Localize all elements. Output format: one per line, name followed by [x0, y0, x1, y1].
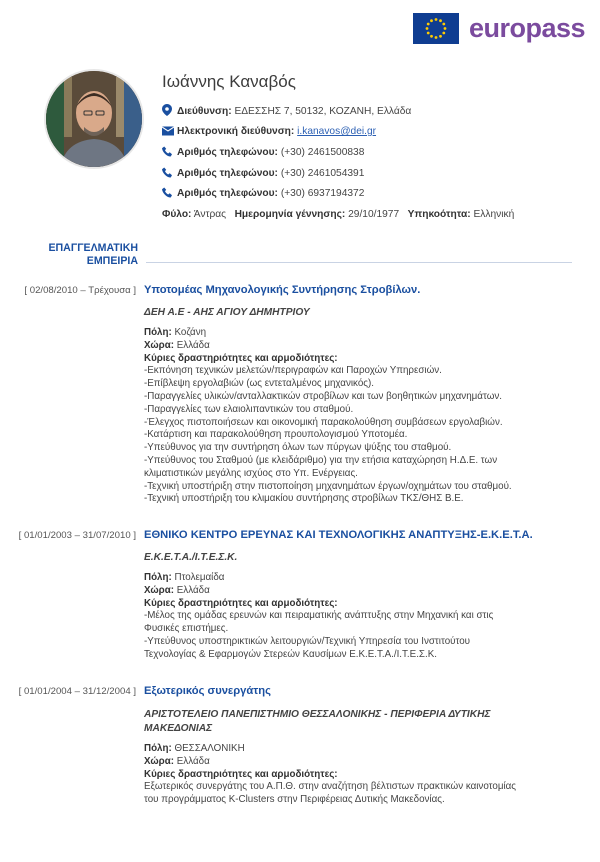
eu-stars-icon	[413, 13, 459, 44]
activity-item: κλιματιστικών μεγάλης ισχύος στο Υπ. Ενέργειας.	[144, 467, 358, 479]
job-employer: ΔΕΗ Α.Ε - ΑΗΣ ΑΓΙΟΥ ΔΗΜΗΤΡΙΟΥ	[144, 307, 310, 318]
activity-item: -Υπεύθυνος υποστηρικτικών λειτουργιών/Τεχνική Υπηρεσία του Ινστιτούτου	[144, 635, 471, 647]
activities-label: Κύριες δραστηριότητες και αρμοδιότητες:	[144, 768, 338, 780]
dob-value: 29/10/1977	[348, 209, 400, 220]
city-value: ΘΕΣΣΑΛΟΝΙΚΗ	[174, 743, 245, 754]
city-label: Πόλη:	[144, 327, 172, 338]
activities-list	[144, 781, 569, 807]
job-date: [ 01/01/2004 – 31/12/2004 ]	[18, 686, 136, 697]
activity-item: -Εκπόνηση τεχνικών μελετών/περιγραφών και Παροχών Υπηρεσιών.	[144, 365, 442, 377]
job-title: Εξωτερικός συνεργάτης	[144, 685, 271, 697]
email-row	[162, 125, 376, 140]
activity-item: του προγράμματος K-Clusters στην Περιφέρειας Δυτικής Μακεδονίας.	[144, 794, 445, 806]
phone-icon	[162, 187, 175, 202]
activities-label: Κύριες δραστηριότητες και αρμοδιότητες:	[144, 352, 338, 364]
email-link[interactable]: i.kanavos@dei.gr	[297, 126, 377, 137]
job-date: [ 02/08/2010 – Τρέχουσα ]	[24, 285, 136, 296]
person-portrait-icon	[46, 71, 142, 167]
job-title: ΕΘΝΙΚΟ ΚΕΝΤΡΟ ΕΡΕΥΝΑΣ ΚΑΙ ΤΕΧΝΟΛΟΓΙΚΗΣ ΑΝΑΠΤΥΞΗΣ-Ε.Κ.Ε.Τ.Α.	[144, 529, 533, 541]
person-name: Ιωάννης Καναβός	[162, 72, 296, 91]
activity-item: -Παραγγελίες υλικών/ανταλλακτικών στροβίλων και των βοηθητικών μηχανημάτων.	[144, 390, 502, 402]
job-title: Υποτομέας Μηχανολογικής Συντήρησης Στροβίλων.	[144, 284, 421, 296]
phone-label: Αριθμός τηλεφώνου:	[177, 188, 278, 199]
activities-list	[144, 610, 569, 661]
dob-label: Ημερομηνία γέννησης:	[234, 209, 346, 220]
activity-item: Τεχνολογίας & Εφαρμογών Στερεών Καυσίμων Ε.Κ.Ε.Τ.Α./Ι.Τ.Ε.Σ.Κ.	[144, 648, 437, 660]
gender-label: Φύλο:	[162, 209, 192, 220]
country-row	[144, 756, 569, 769]
phone-value: (+30) 2461500838	[280, 147, 365, 158]
phone-icon	[162, 167, 175, 182]
city-label: Πόλη:	[144, 572, 172, 583]
country-label: Χώρα:	[144, 339, 175, 351]
phone-row-3	[162, 187, 364, 202]
country-value: Ελλάδα	[176, 755, 210, 767]
envelope-icon	[162, 126, 175, 140]
activity-item: -Παραγγελίες των ελαιολιπαντικών του σταθμού.	[144, 403, 354, 415]
city-row	[144, 327, 569, 340]
country-value: Ελλάδα	[176, 339, 210, 351]
phone-label: Αριθμός τηλεφώνου:	[177, 168, 278, 179]
job-employer: Ε.Κ.Ε.Τ.Α./Ι.Τ.Ε.Σ.Κ.	[144, 552, 238, 563]
location-pin-icon	[162, 104, 175, 120]
activity-item: -Υπεύθυνος του Σταθμού (με κλειδάριθμο) για την ετήσια καταχώρηση Η.Δ.Ε. των	[144, 454, 498, 466]
city-value: Πτολεμαίδα	[174, 572, 225, 583]
activities-label: Κύριες δραστηριότητες και αρμοδιότητες:	[144, 597, 338, 609]
gender-value: Άντρας	[193, 209, 227, 220]
personal-info-row	[162, 208, 514, 221]
phone-value: (+30) 6937194372	[280, 188, 365, 199]
city-label: Πόλη:	[144, 743, 172, 754]
phone-value: (+30) 2461054391	[280, 168, 365, 179]
country-label: Χώρα:	[144, 584, 175, 596]
address-label: Διεύθυνση:	[177, 106, 232, 117]
city-row	[144, 572, 569, 585]
activity-item: -Τεχνική υποστήριξη του κλιμακίου συντήρησης στροβίλων ΤΚΣ/ΘΗΣ Β.Ε.	[144, 493, 464, 505]
section-divider	[146, 262, 572, 263]
activity-item: -Υπεύθυνος για την συντήρηση όλων των πύργων ψύξης του σταθμού.	[144, 442, 452, 454]
job-details	[144, 572, 569, 662]
country-value: Ελλάδα	[176, 584, 210, 596]
job-date: [ 01/01/2003 – 31/07/2010 ]	[18, 530, 136, 541]
activity-item: -Επίβλεψη εργολαβιών (ως εντεταλμένος μηχανικός).	[144, 378, 374, 390]
phone-icon	[162, 146, 175, 161]
activity-item: Εξωτερικός συνεργάτης του Α.Π.Θ. στην αναζήτηση βέλτιστων πρακτικών καινοτομίας	[144, 781, 517, 793]
activity-item: -Μέλος της ομάδας ερευνών και πειραματικής ανάπτυξης στην Μηχανική και στις	[144, 610, 494, 622]
country-label: Χώρα:	[144, 755, 175, 767]
europass-logo-text: europass	[469, 13, 586, 43]
address-row	[162, 104, 411, 120]
activity-item: -Τεχνική υποστήριξη στην πιστοποίηση μηχανημάτων έργων/οχημάτων του σταθμού.	[144, 480, 512, 492]
phone-row-2	[162, 167, 364, 182]
activity-item: -Έλεγχος πιστοποιήσεων και οικονομική παρακολούθηση συμβάσεων εργολαβιών.	[144, 416, 503, 428]
city-value: Κοζάνη	[174, 327, 207, 338]
nationality-label: Υπηκοότητα:	[407, 209, 471, 220]
country-row	[144, 340, 569, 353]
profile-photo	[46, 71, 142, 167]
nationality-value: Ελληνική	[473, 209, 515, 220]
job-details	[144, 743, 569, 807]
job-details	[144, 327, 569, 506]
eu-flag-logo	[413, 13, 459, 44]
country-row	[144, 585, 569, 598]
phone-label: Αριθμός τηλεφώνου:	[177, 147, 278, 158]
section-title: ΕΠΑΓΓΕΛΜΑΤΙΚΗ ΕΜΠΕΙΡΙΑ	[48, 242, 138, 267]
activity-item: -Κατάρτιση και παρακολούθηση προυπολογισμού Υποτομέα.	[144, 429, 408, 441]
email-label: Ηλεκτρονική διεύθυνση:	[177, 126, 295, 137]
activity-item: Φυσικές επιστήμες.	[144, 623, 229, 635]
address-value: ΕΔΕΣΣΗΣ 7, 50132, ΚΟΖΑΝΗ, Ελλάδα	[234, 106, 412, 117]
activities-list	[144, 365, 569, 506]
phone-row-1	[162, 146, 364, 161]
job-employer: ΑΡΙΣΤΟΤΕΛΕΙΟ ΠΑΝΕΠΙΣΤΗΜΙΟ ΘΕΣΣΑΛΟΝΙΚΗΣ - ΠΕΡΙΦΕΡΙΑ ΔΥΤΙΚΗΣ ΜΑΚΕΔΟΝΙΑΣ	[144, 709, 491, 734]
city-row	[144, 743, 569, 756]
